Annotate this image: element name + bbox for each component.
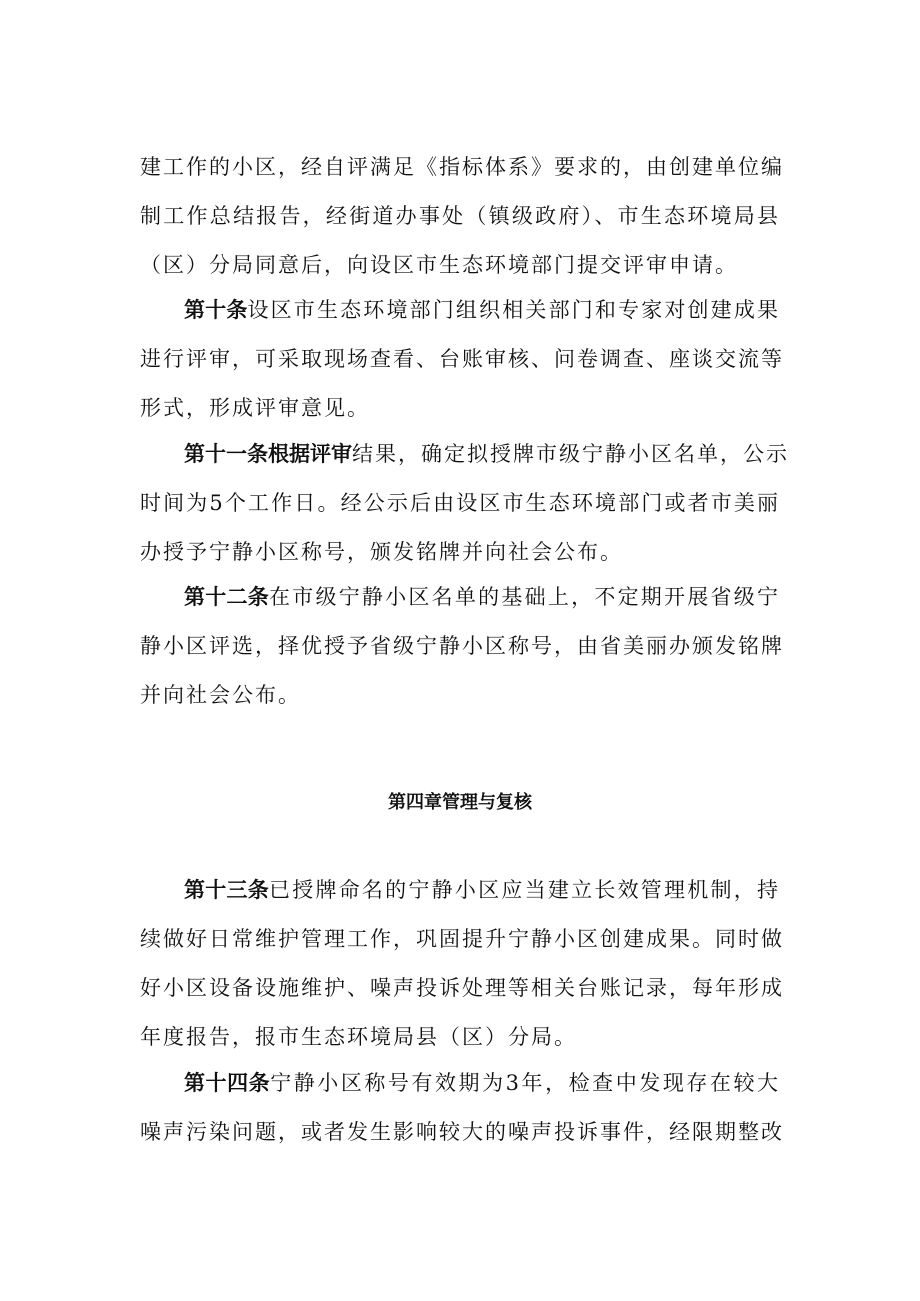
- text-line: （区）分局同意后，向设区市生态环境部门提交评审申请。: [140, 253, 738, 277]
- text-line: 续做好日常维护管理工作，巩固提升宁静小区创建成果。同时做: [140, 927, 784, 951]
- article-label: 第十四条: [184, 1071, 271, 1095]
- text-line: 静小区评选，择优授予省级宁静小区称号，由省美丽办颁发铭牌: [140, 634, 784, 658]
- text-line: 制工作总结报告，经街道办事处（镇级政府）、市生态环境局县: [140, 204, 780, 228]
- article-12: [140, 573, 784, 720]
- paragraph-continuation: [140, 143, 784, 290]
- text-line: 年度报告，报市生态环境局县（区）分局。: [140, 1025, 577, 1049]
- text-line: 宁静小区称号有效期为3年，检查中发现存在较大: [270, 1071, 781, 1095]
- article-10: [140, 286, 784, 433]
- article-13: [140, 866, 784, 1062]
- chapter-heading: 第四章管理与复核: [388, 792, 532, 813]
- article-label: 第十二条: [184, 585, 269, 609]
- text-line: 建工作的小区，经自评满足《指标体系》要求的，由创建单位编: [140, 155, 784, 179]
- text-line: 进行评审，可采取现场查看、台账审核、问卷调查、座谈交流等: [140, 347, 784, 371]
- text-line: 设区市生态环境部门组织相关部门和专家对创建成果: [247, 298, 781, 322]
- article-label: 第十三条: [184, 878, 269, 902]
- text-line: 已授牌命名的宁静小区应当建立长效管理机制，持: [268, 878, 781, 902]
- article-label: 第十一条根据评审: [184, 442, 352, 466]
- text-line: 在市级宁静小区名单的基础上，不定期开展省级宁: [268, 585, 781, 609]
- text-line: 结果，确定拟授牌市级宁静小区名单，公示: [352, 442, 789, 466]
- article-11: [140, 430, 789, 577]
- text-line: 好小区设备设施维护、噪声投诉处理等相关台账记录，每年形成: [140, 976, 784, 1000]
- article-14: [140, 1059, 784, 1157]
- text-line: 并向社会公布。: [140, 683, 301, 707]
- text-line: 噪声污染问题，或者发生影响较大的噪声投诉事件，经限期整改: [140, 1120, 784, 1144]
- text-line: 时间为5个工作日。经公示后由设区市生态环境部门或者市美丽: [140, 491, 780, 515]
- text-line: 形式，形成评审意见。: [140, 396, 370, 420]
- article-label: 第十条: [184, 298, 248, 322]
- text-line: 办授予宁静小区称号，颁发铭牌并向社会公布。: [140, 540, 623, 564]
